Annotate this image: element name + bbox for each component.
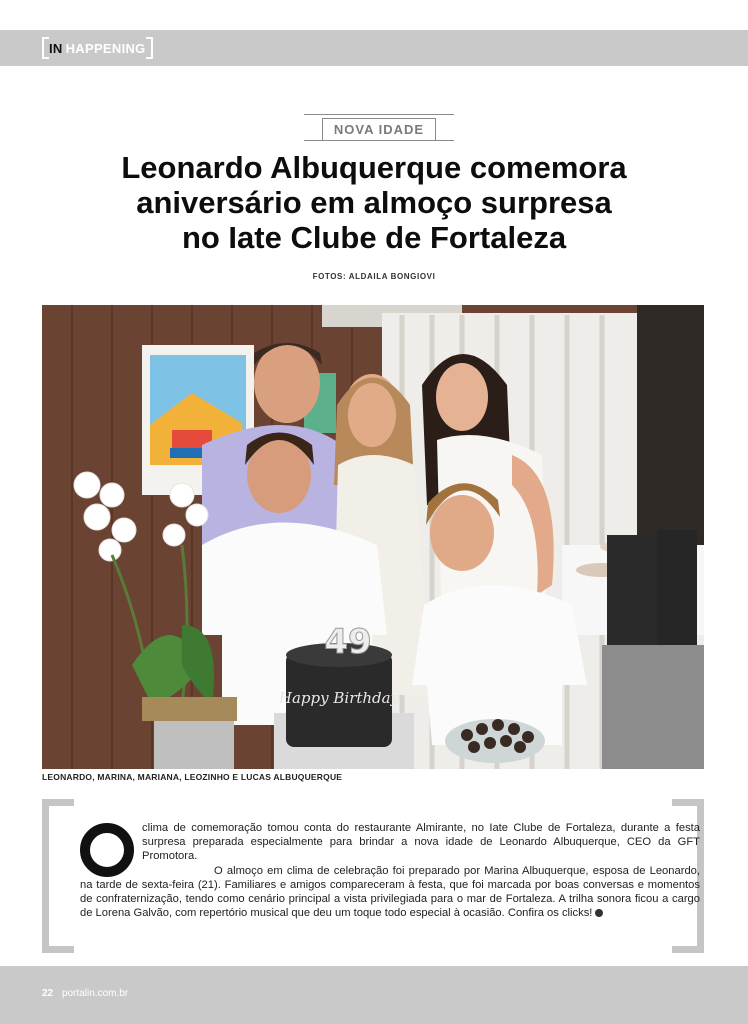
main-photo [42,305,704,769]
family-photo-illustration [42,305,704,769]
photo-caption: LEONARDO, MARINA, MARIANA, LEOZINHO E LUCAS ALBUQUERQUE [42,772,343,782]
section-header-bar [0,30,748,66]
kicker-rule-top [304,114,454,115]
section-name: HAPPENING [65,40,146,56]
cake-number: 49 [324,622,372,662]
paragraph-2 [80,864,700,921]
headline-line-1: Leonardo Albuquerque comemora [121,150,627,185]
photo-credit: FOTOS: ALDAILA BONGIOVI [312,272,436,281]
bracket-left [42,799,74,953]
headline [40,150,708,255]
footer-bar [0,966,748,1024]
kicker [304,114,454,142]
kicker-label: NOVA IDADE [322,118,436,140]
paragraph-2-text: O almoço em clima de celebração foi preparado por Marina Albuquerque, esposa de Leonardo, na tarde de sexta-feira (21). Familiares e amigos compareceram à festa, que foi marcada por boas conversas e momentos de confraternização, tendo como cenário principal a vista privilegiada para o mar de Fortaleza. A trilha sonora ficou a cargo de Lorena Galvão, com repertório musical que deu um toque todo especial à ocasião. Confira os clicks! [80,864,700,920]
page-number: 22 [42,988,54,999]
end-mark-icon [595,909,603,917]
paragraph-1: clima de comemoração tomou conta do restaurante Almirante, no Iate Clube de Fortaleza, durante a festa surpresa preparada especialmente para brindar a nova idade de Leonardo Albuquerque, CEO da GFT Promotora. [142,822,700,863]
site-url: portalin.com.br [62,988,129,999]
section-tag [42,37,153,59]
headline-line-2: aniversário em almoço surpresa [136,185,612,220]
dropcap-o [80,823,134,877]
kicker-rule-bottom [304,140,454,141]
article-body [80,821,700,920]
section-prefix: IN [49,40,63,56]
headline-line-3: no Iate Clube de Fortaleza [181,220,567,255]
cake-text: Happy Birthday [278,689,400,707]
